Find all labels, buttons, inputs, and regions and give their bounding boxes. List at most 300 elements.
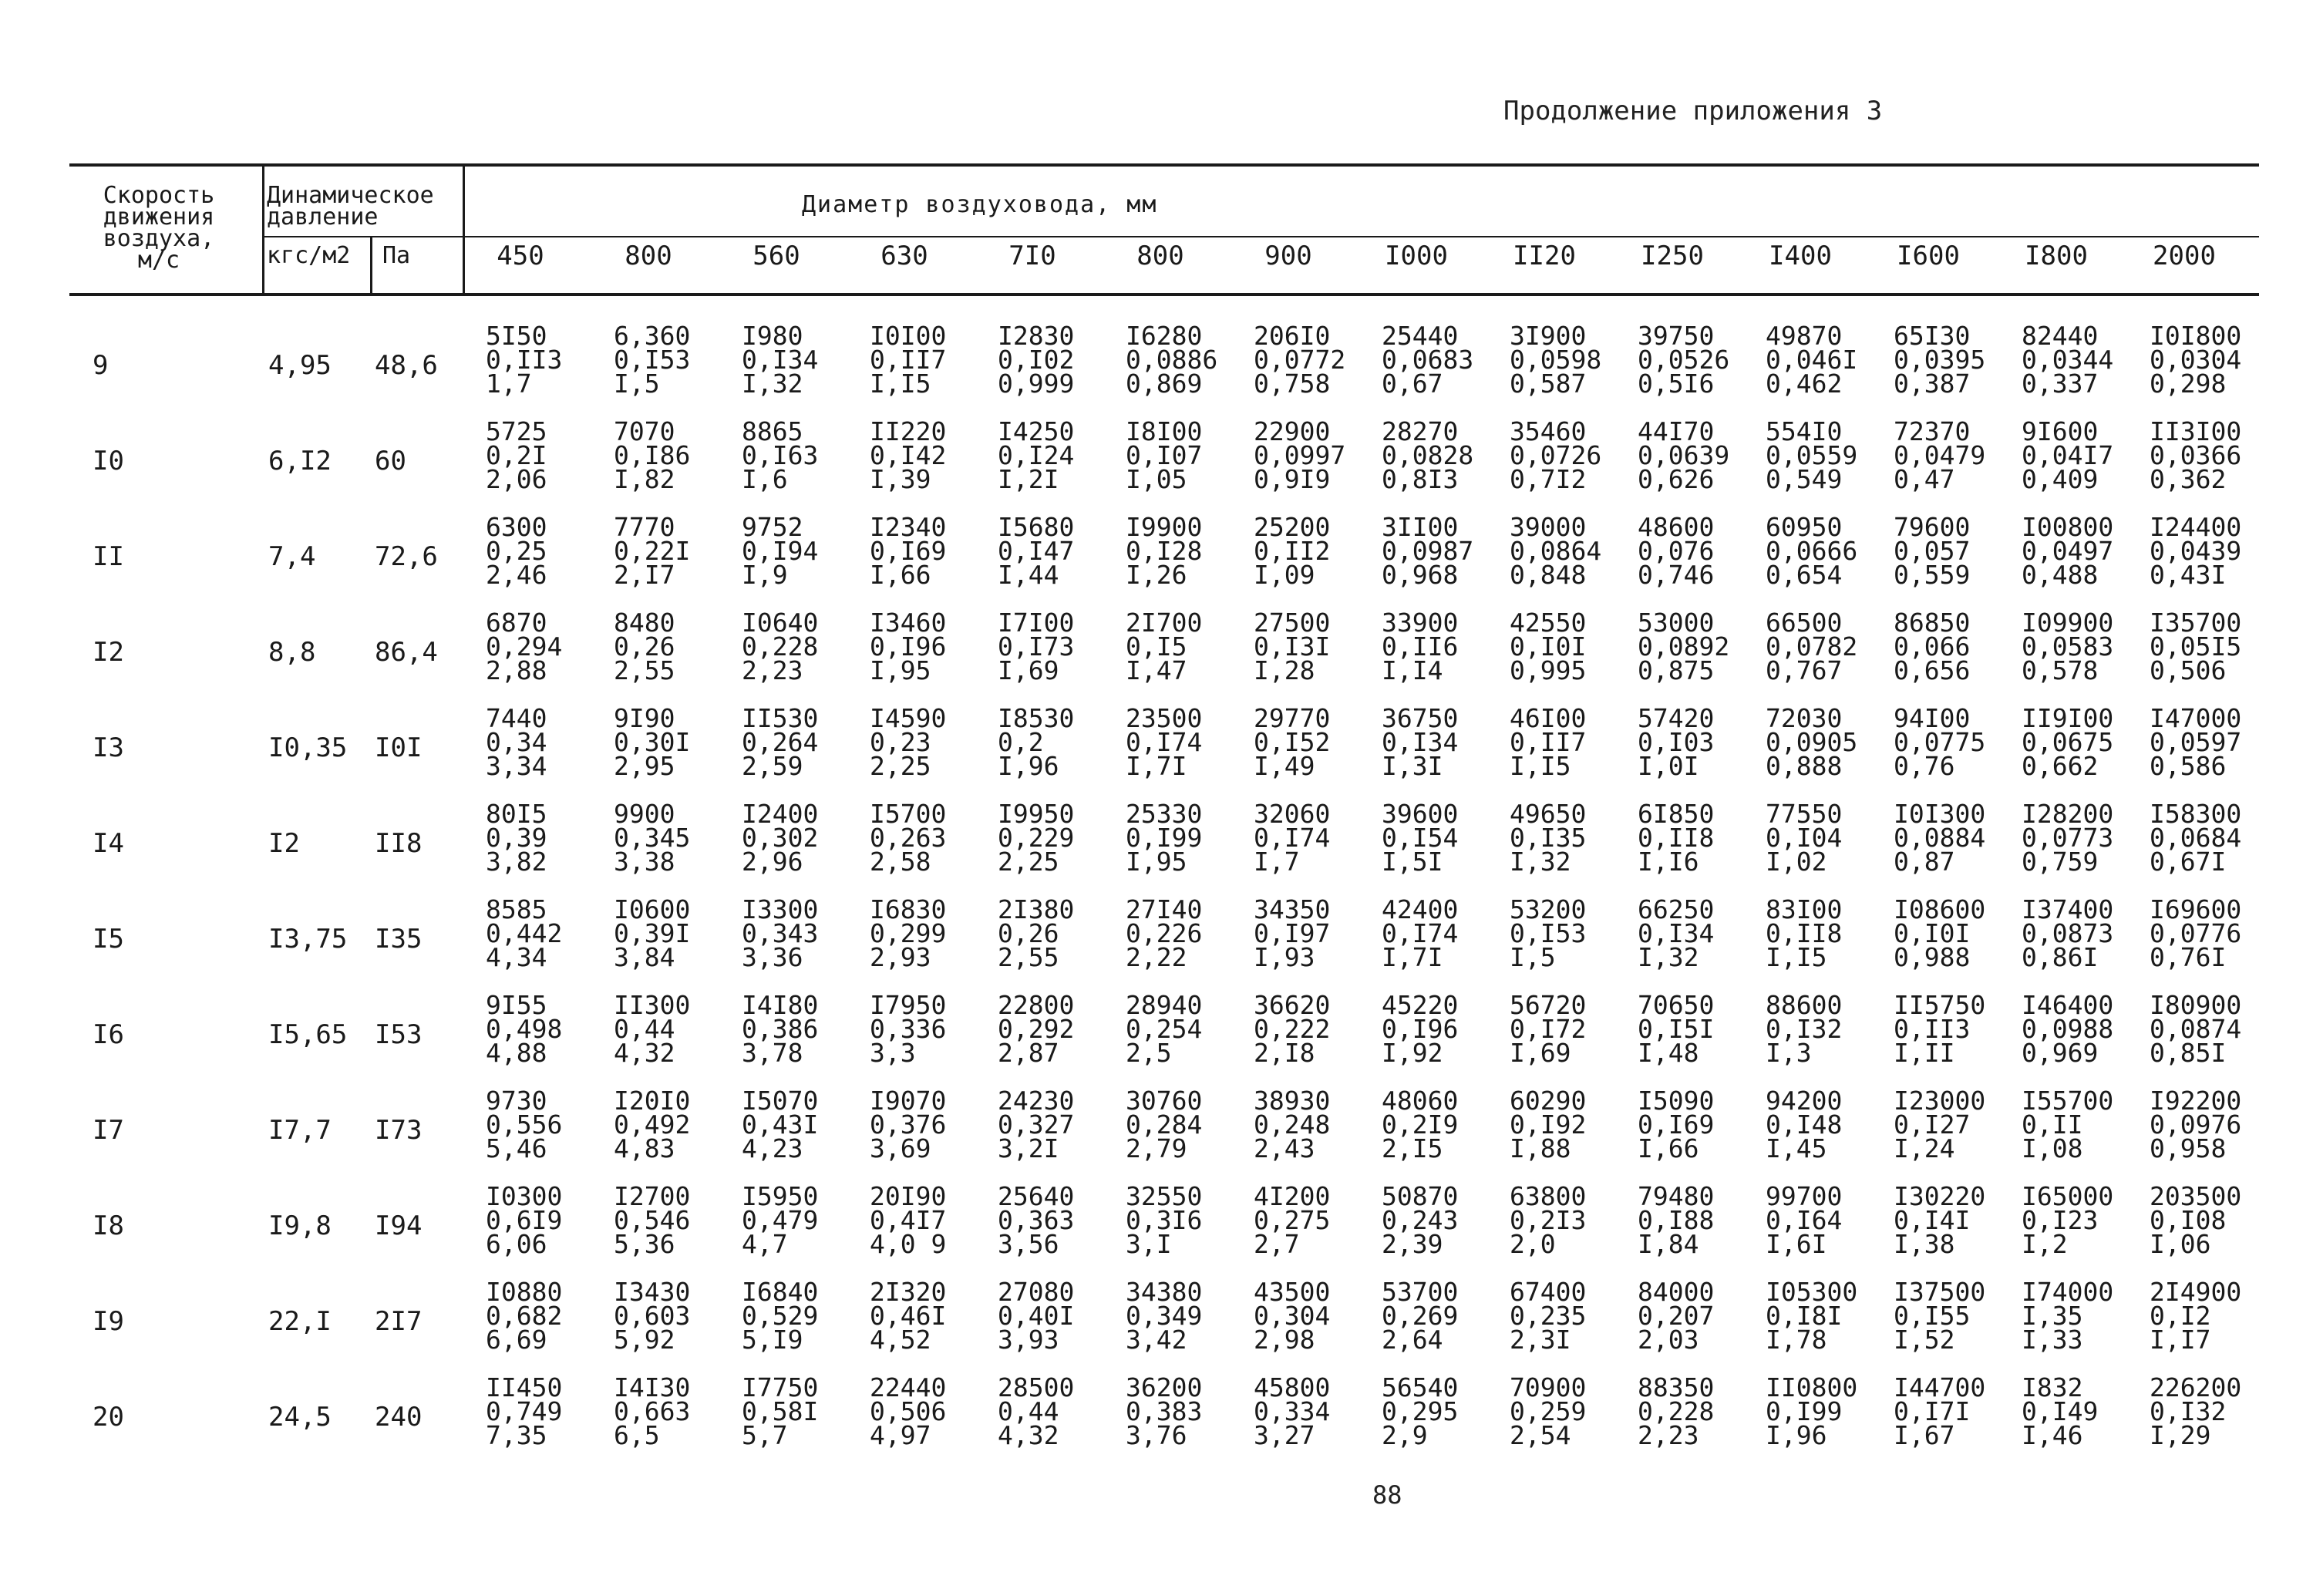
flow-value: 2I4900	[2150, 1277, 2242, 1307]
friction-value: 0,057	[1894, 536, 1971, 566]
pressure-loss-value: I,84	[1638, 1229, 1699, 1259]
pressure-loss-value: 4,88	[486, 1038, 547, 1068]
table-cell	[614, 1372, 737, 1450]
table-cell	[1382, 1086, 1505, 1163]
friction-value: 0,I86	[614, 440, 691, 470]
flow-value: I00800	[2022, 512, 2114, 542]
pressure-loss-value: I,96	[1766, 1420, 1827, 1450]
pressure-loss-value: 0,587	[1510, 369, 1587, 399]
pressure-loss-value: 0,759	[2022, 847, 2099, 877]
table-cell	[742, 416, 865, 494]
flow-value: I2830	[998, 321, 1075, 351]
pressure-loss-value: I,24	[1894, 1133, 1955, 1163]
flow-value: 66250	[1638, 894, 1715, 924]
table-cell	[1638, 703, 1761, 781]
diameter-column-header: 7I0	[1008, 241, 1056, 271]
friction-value: 0,I88	[1638, 1205, 1715, 1235]
table-cell	[1766, 990, 1889, 1068]
table-cell	[1766, 703, 1889, 781]
table-cell	[1510, 703, 1633, 781]
friction-value: 0,066	[1894, 631, 1971, 662]
friction-value: 0,05I5	[2150, 631, 2242, 662]
pressure-loss-value: 0,506	[2150, 655, 2227, 685]
friction-value: 0,0892	[1638, 631, 1730, 662]
table-cell	[1254, 703, 1377, 781]
friction-value: 0,I47	[998, 536, 1075, 566]
pressure-loss-value: 0,559	[1894, 560, 1971, 590]
friction-value: 0,I96	[1382, 1014, 1459, 1044]
flow-value: I2400	[742, 799, 819, 829]
friction-value: 0,2	[998, 727, 1044, 757]
pressure-loss-value: 2,39	[1382, 1229, 1443, 1259]
flow-value: 83I00	[1766, 894, 1843, 924]
friction-value: 0,0864	[1510, 536, 1602, 566]
diameter-row	[463, 241, 2259, 287]
pressure-loss-value: I,82	[614, 464, 675, 494]
pressure-loss-value: I,2	[2022, 1229, 2068, 1259]
friction-value: 0,34	[486, 727, 547, 757]
pressure-loss-value: I,32	[1638, 942, 1699, 972]
speed-value: I4	[93, 828, 124, 859]
pressure-loss-value: 3,38	[614, 847, 675, 877]
friction-value: 0,58I	[742, 1396, 819, 1426]
table-cell	[1510, 1086, 1633, 1163]
table-cell	[1126, 1372, 1249, 1450]
pressure-loss-value: 0,626	[1638, 464, 1715, 494]
pressure-loss-value: I,6	[742, 464, 788, 494]
pressure-loss-value: 4,83	[614, 1133, 675, 1163]
flow-value: I8530	[998, 703, 1075, 733]
flow-value: 36200	[1126, 1372, 1203, 1402]
kgs-value: 7,4	[268, 541, 316, 572]
flow-value: 70900	[1510, 1372, 1587, 1402]
pressure-loss-value: 0,746	[1638, 560, 1715, 590]
friction-value: 0,2I9	[1382, 1109, 1459, 1140]
table-cell	[1894, 1086, 2017, 1163]
flow-value: 206I0	[1254, 321, 1331, 351]
flow-value: 88350	[1638, 1372, 1715, 1402]
friction-value: 0,I74	[1254, 823, 1331, 853]
table-row	[69, 799, 2259, 897]
kgs-value: I9,8	[268, 1210, 332, 1241]
friction-value: 0,II8	[1766, 918, 1843, 948]
flow-value: 39600	[1382, 799, 1459, 829]
friction-value: 0,0873	[2022, 918, 2114, 948]
friction-value: 0,26	[614, 631, 675, 662]
pressure-loss-value: I,II	[1894, 1038, 1955, 1068]
speed-value: I0	[93, 446, 124, 476]
pa-value: 2I7	[375, 1306, 423, 1337]
flow-value: 27500	[1254, 608, 1331, 638]
speed-header-line: м/с	[137, 247, 180, 274]
pressure-loss-value: 0,969	[2022, 1038, 2099, 1068]
friction-value: 0,25	[486, 536, 547, 566]
table-cell	[1382, 1277, 1505, 1355]
flow-value: I9900	[1126, 512, 1203, 542]
table-cell	[870, 416, 993, 494]
flow-value: 6I850	[1638, 799, 1715, 829]
friction-value: 0,294	[486, 631, 563, 662]
friction-value: 0,I53	[614, 345, 691, 375]
table-row	[69, 1277, 2259, 1375]
pressure-loss-value: 5,7	[742, 1420, 788, 1450]
flow-value: 8865	[742, 416, 803, 446]
friction-value: 0,226	[1126, 918, 1203, 948]
pressure-loss-value: 2,59	[742, 751, 803, 781]
pressure-loss-value: 0,888	[1766, 751, 1843, 781]
table-cell	[998, 1086, 1121, 1163]
table-cell	[1126, 799, 1249, 877]
flow-value: I92200	[2150, 1086, 2242, 1116]
table-cell	[1382, 608, 1505, 685]
flow-value: 88600	[1766, 990, 1843, 1020]
table-cell	[998, 799, 1121, 877]
friction-value: 0,I34	[1638, 918, 1715, 948]
flow-value: I44700	[1894, 1372, 1986, 1402]
friction-value: 0,I48	[1766, 1109, 1843, 1140]
pressure-loss-value: 0,988	[1894, 942, 1971, 972]
table-cell	[1126, 1277, 1249, 1355]
pressure-loss-value: 2,95	[614, 751, 675, 781]
flow-value: I28200	[2022, 799, 2114, 829]
speed-header	[74, 182, 244, 274]
friction-value: 0,556	[486, 1109, 563, 1140]
table-cell	[1254, 894, 1377, 972]
kgs-value: 22,I	[268, 1306, 332, 1337]
table-cell	[870, 894, 993, 972]
pressure-loss-value: I,67	[1894, 1420, 1955, 1450]
flow-value: I3300	[742, 894, 819, 924]
table-cell	[1382, 799, 1505, 877]
table-cell	[1510, 990, 1633, 1068]
flow-value: 25200	[1254, 512, 1331, 542]
flow-value: 48060	[1382, 1086, 1459, 1116]
speed-value: I2	[93, 637, 124, 668]
pressure-loss-value: 2,43	[1254, 1133, 1315, 1163]
pressure-loss-value: I,52	[1894, 1325, 1955, 1355]
flow-value: 49650	[1510, 799, 1587, 829]
flow-value: 9730	[486, 1086, 547, 1116]
dynamic-pressure-header-line: Динамическое	[267, 182, 434, 209]
pressure-loss-value: 0,67	[1382, 369, 1443, 399]
flow-value: 7770	[614, 512, 675, 542]
table-cell	[486, 321, 609, 399]
pressure-loss-value: 3,69	[870, 1133, 931, 1163]
friction-value: 0,248	[1254, 1109, 1331, 1140]
pressure-loss-value: 0,875	[1638, 655, 1715, 685]
table-cell	[1894, 1372, 2017, 1450]
flow-value: 28500	[998, 1372, 1075, 1402]
pressure-loss-value: I,09	[1254, 560, 1315, 590]
friction-value: 0,0583	[2022, 631, 2114, 662]
table-cell	[870, 1277, 993, 1355]
table-cell	[1894, 416, 2017, 494]
friction-value: 0,0526	[1638, 345, 1730, 375]
pa-value: 60	[375, 446, 406, 476]
friction-value: 0,I69	[870, 536, 947, 566]
pressure-loss-value: 0,362	[2150, 464, 2227, 494]
flow-value: I2700	[614, 1181, 691, 1211]
table-cell	[998, 990, 1121, 1068]
friction-value: 0,275	[1254, 1205, 1331, 1235]
diameter-column-header: II20	[1513, 241, 1576, 271]
pressure-loss-value: I,95	[1126, 847, 1187, 877]
pressure-loss-value: 4,32	[998, 1420, 1059, 1450]
table-cell	[742, 1181, 865, 1259]
pressure-loss-value: 4,0 9	[870, 1229, 947, 1259]
diameter-column-header: I600	[1897, 241, 1960, 271]
table-cell	[998, 894, 1121, 972]
flow-value: 53700	[1382, 1277, 1459, 1307]
table-row	[69, 416, 2259, 515]
table-top-rule	[69, 163, 2259, 167]
pressure-loss-value: 3,3	[870, 1038, 916, 1068]
friction-value: 0,383	[1126, 1396, 1203, 1426]
table-cell	[1126, 1086, 1249, 1163]
friction-value: 0,0597	[2150, 727, 2242, 757]
pressure-loss-value: 2,I5	[1382, 1133, 1443, 1163]
flow-value: I0I00	[870, 321, 947, 351]
friction-value: 0,546	[614, 1205, 691, 1235]
flow-value: I7750	[742, 1372, 819, 1402]
friction-value: 0,I0I	[1894, 918, 1971, 948]
friction-value: 0,I99	[1766, 1396, 1843, 1426]
friction-value: 0,0479	[1894, 440, 1986, 470]
table-cell	[998, 1277, 1121, 1355]
pressure-loss-value: I,66	[1638, 1133, 1699, 1163]
pressure-loss-value: I,88	[1510, 1133, 1571, 1163]
friction-value: 0,506	[870, 1396, 947, 1426]
flow-value: 43500	[1254, 1277, 1331, 1307]
friction-value: 0,0997	[1254, 440, 1346, 470]
friction-value: 0,I53	[1510, 918, 1587, 948]
table-cell	[1510, 1372, 1633, 1450]
pressure-loss-value: I,6I	[1766, 1229, 1827, 1259]
pressure-loss-value: 0,958	[2150, 1133, 2227, 1163]
flow-value: I4I80	[742, 990, 819, 1020]
pressure-loss-value: 4,32	[614, 1038, 675, 1068]
table-cell	[1766, 1086, 1889, 1163]
pressure-loss-value: I,5I	[1382, 847, 1443, 877]
table-cell	[1638, 1277, 1761, 1355]
table-cell	[1894, 512, 2017, 590]
pressure-loss-value: 2,93	[870, 942, 931, 972]
flow-value: I20I0	[614, 1086, 691, 1116]
friction-value: 0,0886	[1126, 345, 1218, 375]
table-cell	[2150, 1277, 2273, 1355]
table-cell	[2150, 1181, 2273, 1259]
flow-value: 27080	[998, 1277, 1075, 1307]
pressure-loss-value: 0,43I	[2150, 560, 2227, 590]
pressure-loss-value: 0,662	[2022, 751, 2099, 781]
pressure-loss-value: 0,968	[1382, 560, 1459, 590]
table-cell	[1766, 321, 1889, 399]
pressure-loss-value: 0,999	[998, 369, 1075, 399]
pressure-loss-value: I,38	[1894, 1229, 1955, 1259]
flow-value: 554I0	[1766, 416, 1843, 446]
friction-value: 0,0987	[1382, 536, 1474, 566]
pressure-loss-value: I,7I	[1382, 942, 1443, 972]
friction-value: 0,I32	[2150, 1396, 2227, 1426]
pressure-loss-value: 2,46	[486, 560, 547, 590]
friction-value: 0,I23	[2022, 1205, 2099, 1235]
speed-value: 9	[93, 350, 109, 381]
table-cell	[1638, 894, 1761, 972]
pressure-loss-value: 4,52	[870, 1325, 931, 1355]
flow-value: I09900	[2022, 608, 2114, 638]
friction-value: 0,0304	[2150, 345, 2242, 375]
flow-value: I6840	[742, 1277, 819, 1307]
pressure-loss-value: I,06	[2150, 1229, 2211, 1259]
diameter-header-rule	[463, 236, 2259, 237]
flow-value: 6,360	[614, 321, 691, 351]
pressure-loss-value: I,29	[2150, 1420, 2211, 1450]
table-cell	[1382, 512, 1505, 590]
friction-value: 0,0639	[1638, 440, 1730, 470]
friction-value: 0,682	[486, 1301, 563, 1331]
pressure-loss-value: I,2I	[998, 464, 1059, 494]
flow-value: 28940	[1126, 990, 1203, 1020]
page-header: Продолжение приложения 3	[1503, 96, 1883, 126]
friction-value: 0,0905	[1766, 727, 1858, 757]
table-cell	[1766, 608, 1889, 685]
pressure-loss-value: I,96	[998, 751, 1059, 781]
table-cell	[1254, 1277, 1377, 1355]
flow-value: I58300	[2150, 799, 2242, 829]
unit-pa-header: Па	[382, 242, 411, 269]
table-cell	[998, 321, 1121, 399]
flow-value: 45800	[1254, 1372, 1331, 1402]
friction-value: 0,228	[742, 631, 819, 662]
friction-value: 0,284	[1126, 1109, 1203, 1140]
pressure-loss-value: 2,96	[742, 847, 803, 877]
flow-value: 27I40	[1126, 894, 1203, 924]
table-cell	[998, 1372, 1121, 1450]
pressure-loss-value: I,9	[742, 560, 788, 590]
pressure-loss-value: I,3I	[1382, 751, 1443, 781]
pressure-loss-value: I,05	[1126, 464, 1187, 494]
pressure-loss-value: I,48	[1638, 1038, 1699, 1068]
flow-value: 8480	[614, 608, 675, 638]
flow-value: 22800	[998, 990, 1075, 1020]
table-cell	[1382, 990, 1505, 1068]
pressure-loss-value: I,I6	[1638, 847, 1699, 877]
kgs-value: I3,75	[268, 924, 348, 955]
pressure-loss-value: I,I5	[870, 369, 931, 399]
flow-value: 44I70	[1638, 416, 1715, 446]
friction-value: 0,0782	[1766, 631, 1858, 662]
pressure-loss-value: 0,578	[2022, 655, 2099, 685]
table-cell	[614, 990, 737, 1068]
friction-value: 0,II3	[1894, 1014, 1971, 1044]
table-cell	[1766, 416, 1889, 494]
friction-value: 0,I02	[998, 345, 1075, 375]
table-cell	[1382, 1372, 1505, 1450]
friction-value: 0,I42	[870, 440, 947, 470]
flow-value: 35460	[1510, 416, 1587, 446]
pressure-loss-value: 0,76	[1894, 751, 1955, 781]
friction-value: 0,I63	[742, 440, 819, 470]
flow-value: 23500	[1126, 703, 1203, 733]
flow-value: 79600	[1894, 512, 1971, 542]
flow-value: 226200	[2150, 1372, 2242, 1402]
flow-value: I74000	[2022, 1277, 2114, 1307]
table-cell	[870, 799, 993, 877]
pressure-loss-value: 3,I	[1126, 1229, 1172, 1259]
flow-value: 34350	[1254, 894, 1331, 924]
speed-header-line: воздуха,	[103, 225, 215, 252]
table-cell	[1254, 990, 1377, 1068]
diameter-column-header: 800	[625, 241, 672, 271]
table-cell	[1894, 321, 2017, 399]
flow-value: I5950	[742, 1181, 819, 1211]
flow-value: 42400	[1382, 894, 1459, 924]
friction-value: 0,04I7	[2022, 440, 2114, 470]
flow-value: 56720	[1510, 990, 1587, 1020]
table-cell	[1638, 1372, 1761, 1450]
pressure-loss-value: I,69	[998, 655, 1059, 685]
flow-value: I37400	[2022, 894, 2114, 924]
table-cell	[1510, 416, 1633, 494]
pressure-loss-value: I,5	[614, 369, 660, 399]
table-cell	[870, 703, 993, 781]
friction-value: 0,I34	[1382, 727, 1459, 757]
table-cell	[614, 321, 737, 399]
friction-value: 0,0684	[2150, 823, 2242, 853]
friction-value: 0,0598	[1510, 345, 1602, 375]
table-cell	[870, 1372, 993, 1450]
friction-value: 0,0775	[1894, 727, 1986, 757]
friction-value: 0,I35	[1510, 823, 1587, 853]
flow-value: I35700	[2150, 608, 2242, 638]
table-cell	[614, 799, 737, 877]
pressure-loss-value: 0,767	[1766, 655, 1843, 685]
friction-value: 0,0344	[2022, 345, 2114, 375]
pressure-loss-value: 0,549	[1766, 464, 1843, 494]
pressure-loss-value: 2,03	[1638, 1325, 1699, 1355]
friction-value: 0,334	[1254, 1396, 1331, 1426]
table-cell	[1126, 894, 1249, 972]
friction-value: 0,349	[1126, 1301, 1203, 1331]
pressure-loss-value: I,69	[1510, 1038, 1571, 1068]
friction-value: 0,22I	[614, 536, 691, 566]
pressure-loss-value: 2,23	[742, 655, 803, 685]
pressure-loss-value: I,I5	[1766, 942, 1827, 972]
flow-value: 79480	[1638, 1181, 1715, 1211]
table-cell	[1766, 1372, 1889, 1450]
table-cell	[2150, 321, 2273, 399]
flow-value: 24230	[998, 1086, 1075, 1116]
diameter-column-header: I400	[1769, 241, 1832, 271]
pressure-loss-value: 2,54	[1510, 1420, 1571, 1450]
pressure-loss-value: 2,25	[998, 847, 1059, 877]
friction-value: 0,603	[614, 1301, 691, 1331]
flow-value: 7440	[486, 703, 547, 733]
table-cell	[998, 608, 1121, 685]
friction-value: 0,0988	[2022, 1014, 2114, 1044]
table-cell	[2150, 608, 2273, 685]
flow-value: I46400	[2022, 990, 2114, 1020]
table-cell	[1126, 512, 1249, 590]
table-cell	[998, 1181, 1121, 1259]
friction-value: 0,39	[486, 823, 547, 853]
flow-value: I5070	[742, 1086, 819, 1116]
table-cell	[1766, 1181, 1889, 1259]
pressure-loss-value: 3,93	[998, 1325, 1059, 1355]
friction-value: 0,479	[742, 1205, 819, 1235]
flow-value: 32060	[1254, 799, 1331, 829]
flow-value: 28270	[1382, 416, 1459, 446]
